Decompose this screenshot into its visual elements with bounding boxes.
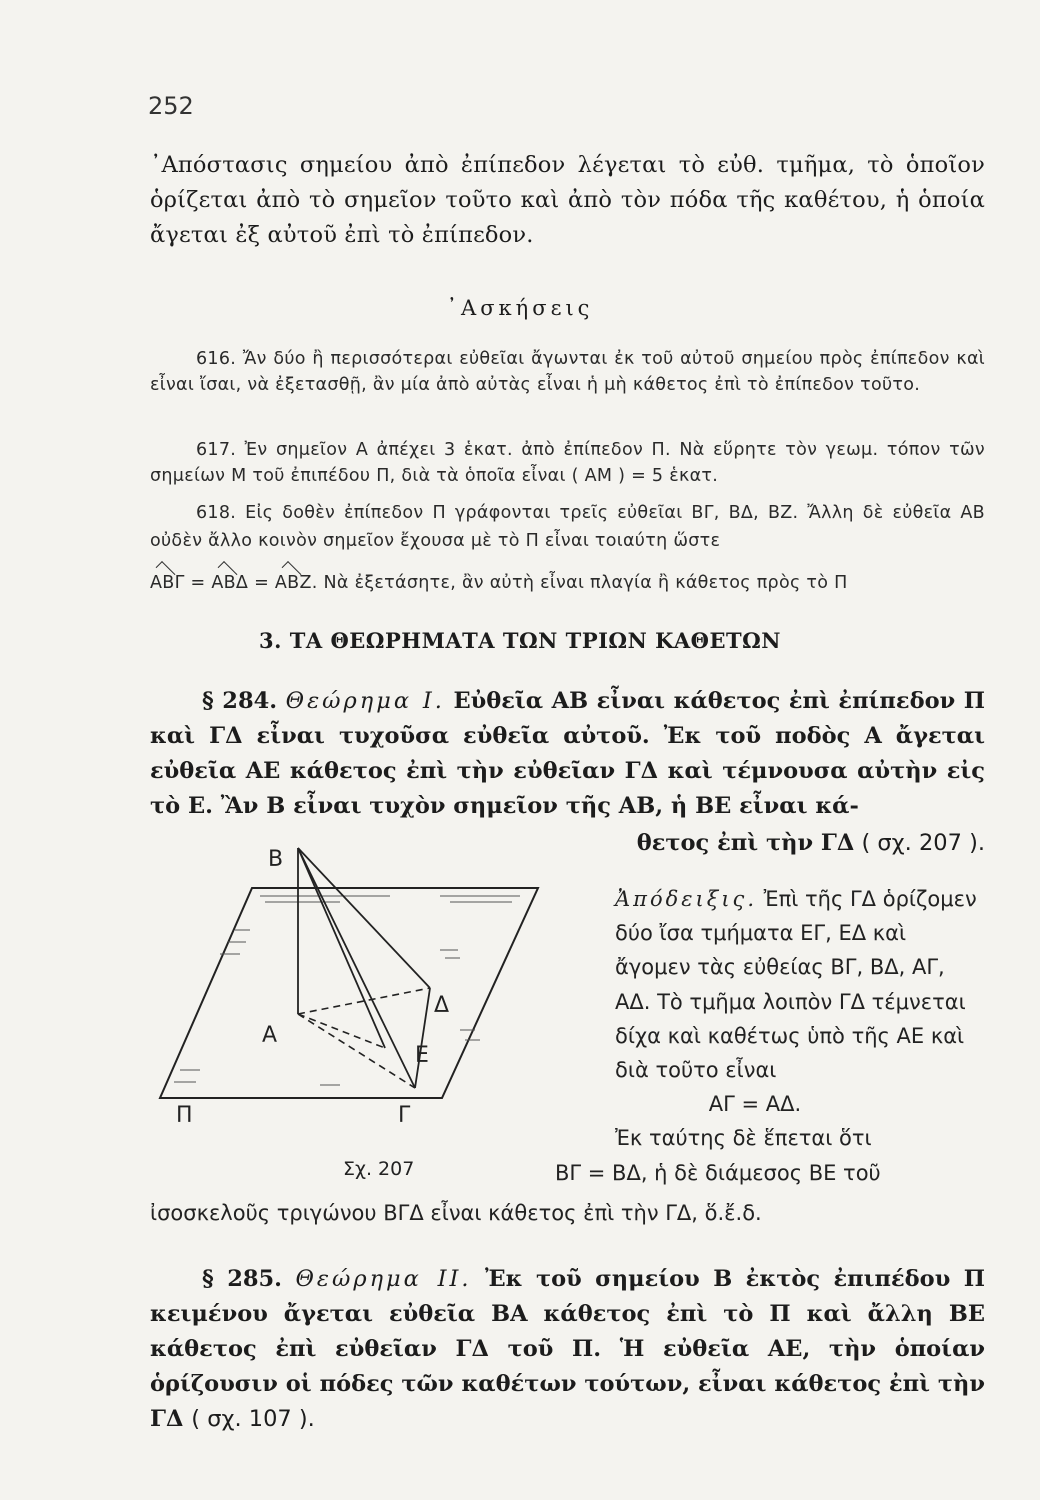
theorem-1-ref: ( σχ. 207 ). bbox=[854, 830, 985, 856]
label-p: Π bbox=[176, 1103, 193, 1128]
section-title: 3. ΤΑ ΘΕΩΡΗΜΑΤΑ ΤΩΝ ΤΡΙΩΝ ΚΑΘΕΤΩΝ bbox=[259, 628, 781, 653]
figure-dashed-lines bbox=[298, 988, 430, 1088]
label-d: Δ bbox=[434, 993, 450, 1018]
theorem-1-text: Εὐθεῖα ΑΒ εἶναι κάθετος ἐπὶ ἐπίπεδον Π καὶ ΓΔ εἶναι τυχοῦσα εὐθεῖα αὐτοῦ. Ἐκ τοῦ ποδὸς Α ἄγεται εὐθεῖα ΑΕ κάθετος ἐπὶ τὴν εὐθεῖαν ΓΔ καὶ τέμνουσα αὐτὴν εἰς τὸ Ε. Ἂν Β εἶναι τυχὸν σημεῖον τῆς ΑΒ, ἡ ΒΕ εἶναι κά- bbox=[150, 688, 985, 819]
theorem-2-ref: ( σχ. 107 ). bbox=[191, 1406, 315, 1432]
theorem-1-label: Θεώρημα Ι. bbox=[285, 688, 445, 714]
proof-follow: Ἐκ ταύτης δὲ ἕπεται ὅτι bbox=[615, 1126, 872, 1151]
exercise-618-text: 618. Εἰς δοθὲν ἐπίπεδον Π γράφονται τρεῖς εὐθεῖαι ΒΓ, ΒΔ, ΒΖ. Ἄλλη δὲ εὐθεῖα ΑΒ οὐδὲν ἄλλο κοινὸν σημεῖον ἔχουσα μὲ τὸ Π εἶναι τοιαύτη ὥστε bbox=[150, 503, 985, 551]
definition-paragraph: ᾿Απόστασις σημείου ἀπὸ ἐπίπεδον λέγεται τὸ εὐθ. τμῆμα, τὸ ὁποῖον ὁρίζεται ἀπὸ τὸ σημεῖον τοῦτο καὶ ἀπὸ τὸν πόδα τῆς καθέτου, ἡ ὁποία ἄγεται ἐξ αὐτοῦ ἐπὶ τὸ ἐπίπεδον. bbox=[150, 152, 985, 248]
proof-eq-2: ΒΓ = ΒΔ, ἡ δὲ διάμεσος ΒΕ τοῦ bbox=[555, 1160, 881, 1185]
angle-eq-2: = bbox=[248, 573, 275, 593]
label-g: Γ bbox=[398, 1103, 411, 1128]
plane-pi bbox=[160, 888, 538, 1098]
exercise-618 bbox=[150, 499, 985, 555]
exercise-616 bbox=[150, 346, 985, 398]
proof-body: Ἐπὶ τῆς ΓΔ ὁρίζομεν δύο ἴσα τμήματα ΕΓ, ΕΔ καὶ ἄγομεν τὰς εὐθείας ΒΓ, ΒΔ, ΑΓ, ΑΔ. Τὸ τμῆμα λοιπὸν ΓΔ τέμνεται δίχα καὶ καθέτως ὑπὸ τῆς ΑΕ καὶ διὰ τοῦτο εἶναι bbox=[615, 887, 977, 1083]
angle-abd: ΑΒΔ bbox=[211, 570, 248, 596]
theorem-2-sign: § 285. bbox=[202, 1266, 296, 1292]
theorem-2 bbox=[150, 1262, 985, 1437]
theorem-2-label: Θεώρημα ΙΙ. bbox=[295, 1266, 472, 1292]
line-gd bbox=[415, 988, 430, 1088]
label-e: Ε bbox=[415, 1043, 429, 1068]
line-bd bbox=[298, 848, 430, 988]
figure-lines bbox=[298, 848, 430, 1088]
theorem-2-text: Ἐκ τοῦ σημείου Β ἐκτὸς ἐπιπέδου Π κειμένου ἄγεται εὐθεῖα ΒΑ κάθετος ἐπὶ τὸ Π καὶ ἄλλη ΒΕ κάθετος ἐπὶ εὐθεῖαν ΓΔ τοῦ Π. Ἡ εὐθεῖα ΑΕ, τὴν ὁποίαν ὁρίζουσιν οἱ πόδες τῶν καθέτων τούτων, εἶναι κάθετος ἐπὶ τὴν ΓΔ bbox=[150, 1266, 985, 1432]
figure-caption: Σχ. 207 bbox=[343, 1158, 415, 1180]
figure-207 bbox=[140, 830, 560, 1180]
theorem-1-last-a: θετος ἐπὶ τὴν ΓΔ bbox=[636, 830, 855, 856]
proof-block bbox=[555, 882, 985, 1190]
proof-conclusion: ἰσοσκελοῦς τριγώνου ΒΓΔ εἶναι κάθετος ἐπὶ τὴν ΓΔ, ὅ.ἔ.δ. bbox=[150, 1201, 762, 1225]
proof-eq-1: ΑΓ = ΑΔ. bbox=[708, 1092, 802, 1117]
exercise-617 bbox=[150, 437, 985, 489]
theorem-1-sign: § 284. bbox=[202, 688, 286, 714]
exercise-616-text: 616. Ἄν δύο ἢ περισσότεραι εὐθεῖαι ἄγωνται ἐκ τοῦ αὐτοῦ σημείου πρὸς ἐπίπεδον καὶ εἶναι ἴσαι, νὰ ἐξετασθῇ, ἂν μία ἀπὸ αὐτὰς εἶναι ἡ μὴ κάθετος ἐπὶ τὸ ἐπίπεδον τοῦτο. bbox=[150, 349, 985, 395]
angle-abg: ΑΒΓ bbox=[150, 570, 185, 596]
exercise-617-text: 617. Ἐν σημεῖον Α ἀπέχει 3 ἑκατ. ἀπὸ ἐπίπεδον Π. Νὰ εὕρητε τὸν γεωμ. τόπον τῶν σημείων Μ τοῦ ἐπιπέδου Π, διὰ τὰ ὁποῖα εἶναι ( ΑΜ ) = 5 ἑκατ. bbox=[150, 440, 985, 486]
angle-eq-1: = bbox=[184, 573, 212, 593]
label-a: Α bbox=[262, 1023, 278, 1048]
theorem-1-last-line bbox=[568, 826, 985, 861]
line-bg bbox=[298, 848, 415, 1088]
page-number: 252 bbox=[148, 92, 194, 120]
exercises-heading: ᾿Ασκήσεις bbox=[446, 296, 594, 320]
exercise-618-angles bbox=[150, 570, 985, 596]
proof-paragraph bbox=[555, 882, 985, 1087]
angle-abz: ΑΒΖ bbox=[275, 570, 312, 596]
label-b: Β bbox=[268, 847, 284, 872]
line-be bbox=[298, 848, 385, 1048]
plane-shading bbox=[174, 896, 520, 1085]
theorem-1 bbox=[150, 684, 985, 824]
proof-label: Ἀπόδειξις. bbox=[615, 887, 757, 911]
angle-tail: . Νὰ ἐξετάσητε, ἂν αὐτὴ εἶναι πλαγία ἢ κάθετος πρὸς τὸ Π bbox=[311, 573, 848, 593]
